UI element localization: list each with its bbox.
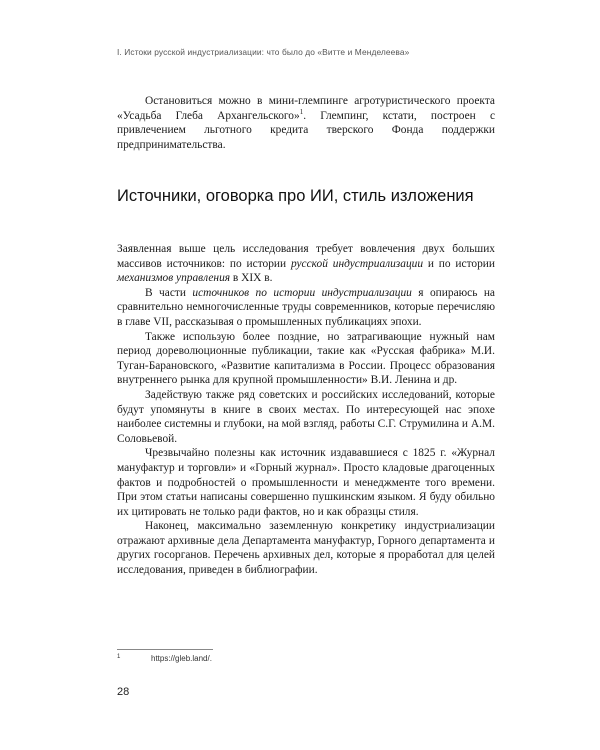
section-heading: Источники, оговорка про ИИ, стиль изложения	[117, 187, 474, 205]
paragraph-1: Заявленная выше цель исследования требует вовлечения двух больших массивов источников: по истории русской индустриализации и по истории механизмов управления в XIX в.	[117, 243, 495, 285]
paragraph-4: Задействую также ряд советских и российских исследований, которые будут упомянуты в книге в своих местах. По интересующей нас эпохе наиболее системны и глубоки, на мой взгляд, работы С.Г. Струмилина и А.М. Соловьевой.	[117, 388, 495, 445]
intro-paragraph: Остановиться можно в мини-глемпинге агротуристического проекта «Усадьба Глеба Архангельского»$^1$. Глемпинг, кстати, построен с привлечением льготного кредита тверского Фонда поддержки предпринимательства.	[117, 95, 495, 151]
paragraph-3: Также использую более поздние, но затрагивающие нужный нам период дореволюционные публикации, такие как «Русская фабрика» М.И. Туган-Барановского, «Развитие капитализма в России. Процесс образования внутреннего рынка для крупной промышленности» В.И. Ленина и др.	[117, 330, 495, 387]
footnote-divider	[117, 649, 213, 650]
paragraph-5: Чрезвычайно полезны как источник издававшиеся с 1825 г. «Журнал мануфактур и торговли» и «Горный журнал». Просто кладовые драгоценных фактов и подробностей о промышленности и менеджменте того времени. При этом статьи написаны совершенно пушкинским языком. Я буду обильно их цитировать не только ради фактов, но и как образцы стиля.	[117, 447, 495, 518]
section-body	[117, 242, 495, 578]
paragraph-6: Наконец, максимально заземленную конкретику индустриализации отражают архивные дела Департамента мануфактур, Горного департамента и других госорганов. Перечень архивных дел, которые я проработал для целей исследования, приведен в библиографии.	[117, 520, 495, 577]
running-header: I. Истоки русской индустриализации: что было до «Витте и Менделеева»	[117, 47, 410, 57]
footnote-number: 1	[117, 654, 121, 660]
footnote-ref[interactable]: 1	[299, 107, 304, 116]
paragraph-2: В части источников по истории индустриализации я опираюсь на сравнительно немногочисленные труды современников, которые перечисляю в главе VII, рассказывая о промышленных публикациях эпохи.	[117, 286, 495, 328]
footnote	[117, 654, 497, 663]
page-number: 28	[117, 686, 130, 698]
footnote-link[interactable]: https://gleb.land/.	[151, 654, 212, 663]
intro-text	[117, 94, 495, 152]
